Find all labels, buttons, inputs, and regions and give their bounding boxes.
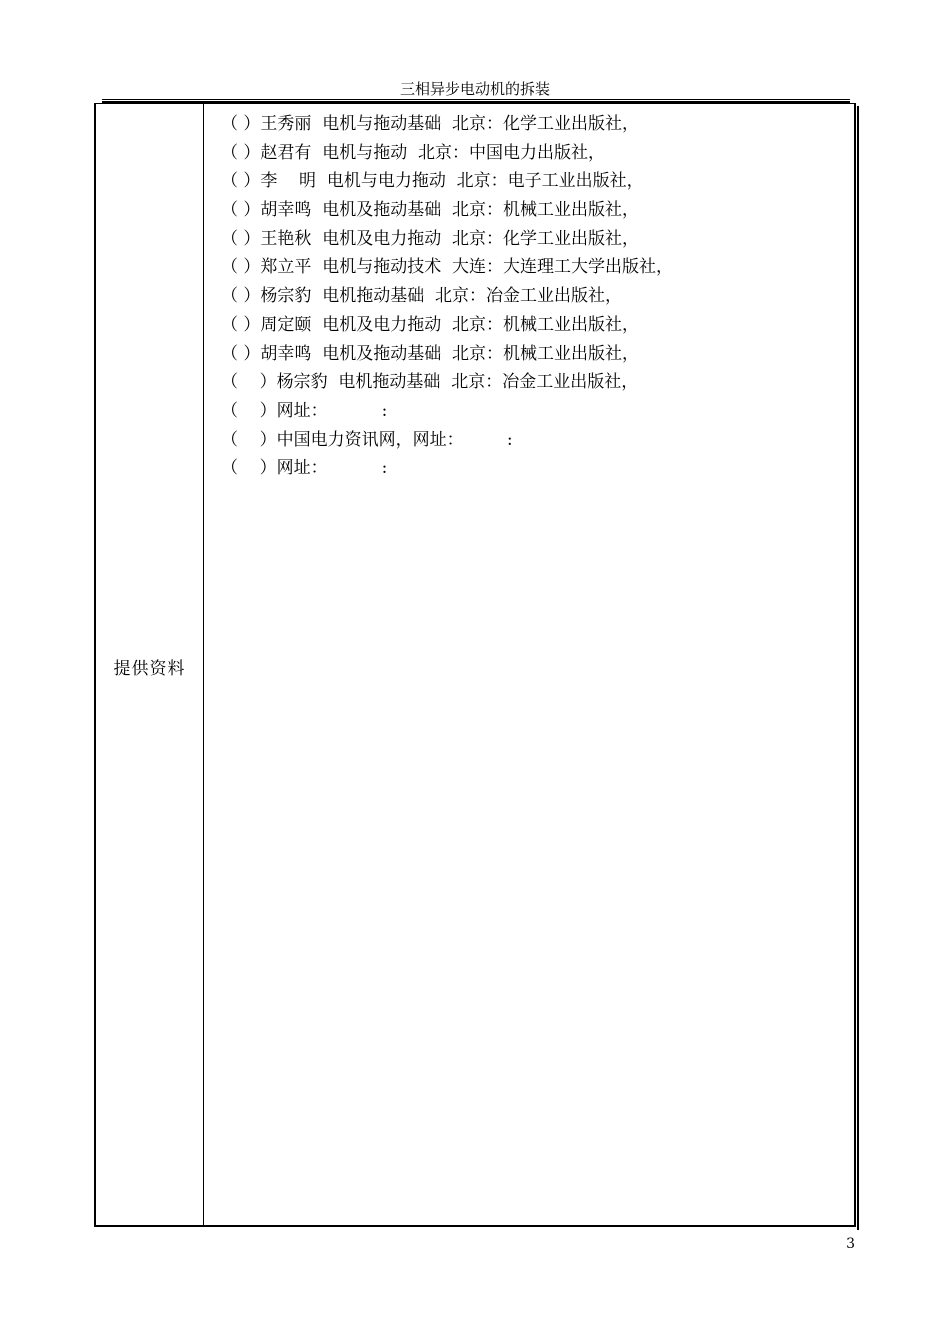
- reference-item: （ ）网址： :: [221, 458, 388, 479]
- reference-item: （ ）王艳秋 电机及电力拖动 北京：化学工业出版社，: [221, 228, 640, 249]
- table-column-divider: [203, 104, 204, 1226]
- page-header-title: 三相异步电动机的拆装: [399, 80, 550, 98]
- reference-item: （ ）胡幸鸣 电机及拖动基础 北京：机械工业出版社，: [221, 343, 640, 364]
- page-number: 3: [846, 1236, 855, 1252]
- reference-item: （ ）郑立平 电机与拖动技术 大连：大连理工大学出版社，: [221, 257, 674, 278]
- reference-item: （ ）周定颐 电机及电力拖动 北京：机械工业出版社，: [221, 314, 640, 335]
- reference-item: （ ）网址： :: [221, 400, 388, 421]
- table-row-label: 提供资料: [113, 659, 186, 679]
- reference-item: （ ）杨宗豹 电机拖动基础 北京：冶金工业出版社，: [221, 372, 639, 393]
- reference-list: [221, 110, 841, 483]
- reference-item: （ ）中国电力资讯网，网址： :: [221, 429, 513, 450]
- reference-item: （ ）王秀丽 电机与拖动基础 北京：化学工业出版社，: [221, 114, 640, 134]
- reference-item: （ ）胡幸鸣 电机及拖动基础 北京：机械工业出版社，: [221, 200, 640, 221]
- reference-item: （ ）赵君有 电机与拖动 北京：中国电力出版社，: [221, 142, 606, 163]
- reference-item: （ ）杨宗豹 电机拖动基础 北京：冶金工业出版社，: [221, 286, 623, 307]
- table-right-border-shadow: [857, 106, 859, 1230]
- header-rule: [102, 99, 850, 100]
- reference-item: （ ）李 明 电机与电力拖动 北京：电子工业出版社，: [221, 171, 644, 192]
